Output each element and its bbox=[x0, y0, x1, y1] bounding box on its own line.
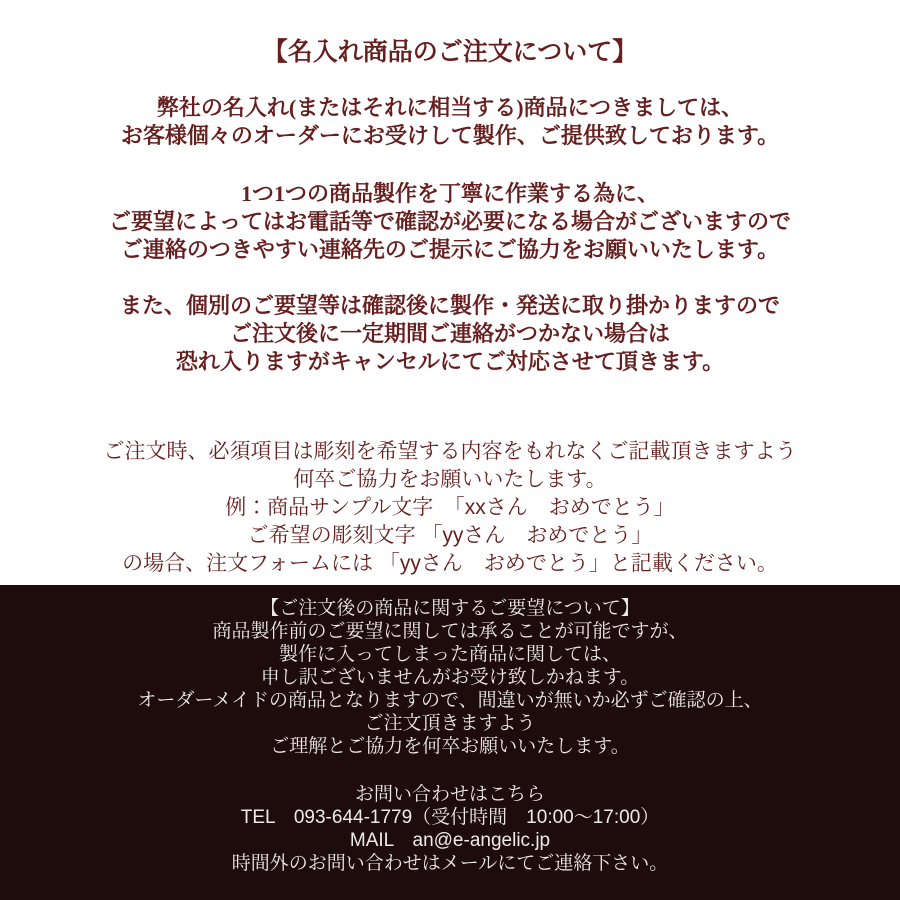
text-line: 弊社の名入れ(またはそれに相当する)商品につきましては、 bbox=[156, 95, 744, 120]
text-line: 何卒ご協力をお願いいたします。 bbox=[293, 468, 607, 491]
text-line: 商品製作前のご要望に関しては承ることが可能ですが、 bbox=[212, 621, 688, 642]
text-line: の場合、注文フォームには 「yyさん おめでとう」と記載ください。 bbox=[122, 552, 778, 575]
text-line: ご希望の彫刻文字 「yyさん おめでとう」 bbox=[247, 524, 653, 547]
ordering-notice-section bbox=[0, 0, 900, 376]
contact-block bbox=[0, 783, 900, 875]
text-line: ご注文頂きますよう bbox=[364, 713, 536, 734]
text-line: 1つ1つの商品製作を丁寧に作業する為に、 bbox=[240, 181, 659, 206]
engraving-entry-instruction bbox=[0, 438, 900, 578]
text-line: 例：商品サンプル文字 「xxさん おめでとう」 bbox=[225, 496, 675, 519]
paragraph-contact-request bbox=[0, 180, 900, 264]
after-order-policy bbox=[0, 620, 900, 758]
text-line: 申し訳ございませんがお受け致しかねます。 bbox=[260, 667, 640, 688]
text-line: 製作に入ってしまった商品に関しては、 bbox=[278, 644, 621, 665]
tel-line: TEL 093-644-1779（受付時間 10:00～17:00） bbox=[240, 807, 660, 828]
notice-title: 【名入れ商品のご注文について】 bbox=[262, 39, 638, 66]
text-line: ご注文時、必須項目は彫刻を希望する内容をもれなくご記載頂きますよう bbox=[103, 440, 797, 463]
contact-heading: お問い合わせはこちら bbox=[354, 784, 545, 805]
text-line: ご連絡のつきやすい連絡先のご提示にご協力をお願いいたします。 bbox=[120, 237, 780, 262]
paragraph-cancel-policy bbox=[0, 292, 900, 376]
text-line: ご理解とご協力を何卒お願いいたします。 bbox=[270, 736, 630, 757]
paragraph-made-to-order bbox=[0, 94, 900, 150]
after-order-title: 【ご注文後の商品に関するご要望について】 bbox=[260, 598, 640, 619]
text-line: また、個別のご要望等は確認後に製作・発送に取り掛かりますので bbox=[119, 293, 780, 318]
text-line: お客様個々のオーダーにお受けして製作、ご提供致しております。 bbox=[120, 123, 780, 148]
text-line: オーダーメイドの商品となりますので、間違いが無いか必ずご確認の上、 bbox=[137, 690, 763, 711]
text-line: ご要望によってはお電話等で確認が必要になる場合がございますので bbox=[108, 209, 791, 234]
after-hours-note: 時間外のお問い合わせはメールにてご連絡下さい。 bbox=[231, 853, 669, 874]
after-order-band bbox=[0, 585, 900, 900]
text-line: 恐れ入りますがキャンセルにてご対応させて頂きます。 bbox=[175, 349, 725, 374]
text-line: ご注文後に一定期間ご連絡がつかない場合は bbox=[229, 321, 670, 346]
mail-line: MAIL an@e-angelic.jp bbox=[349, 830, 551, 851]
